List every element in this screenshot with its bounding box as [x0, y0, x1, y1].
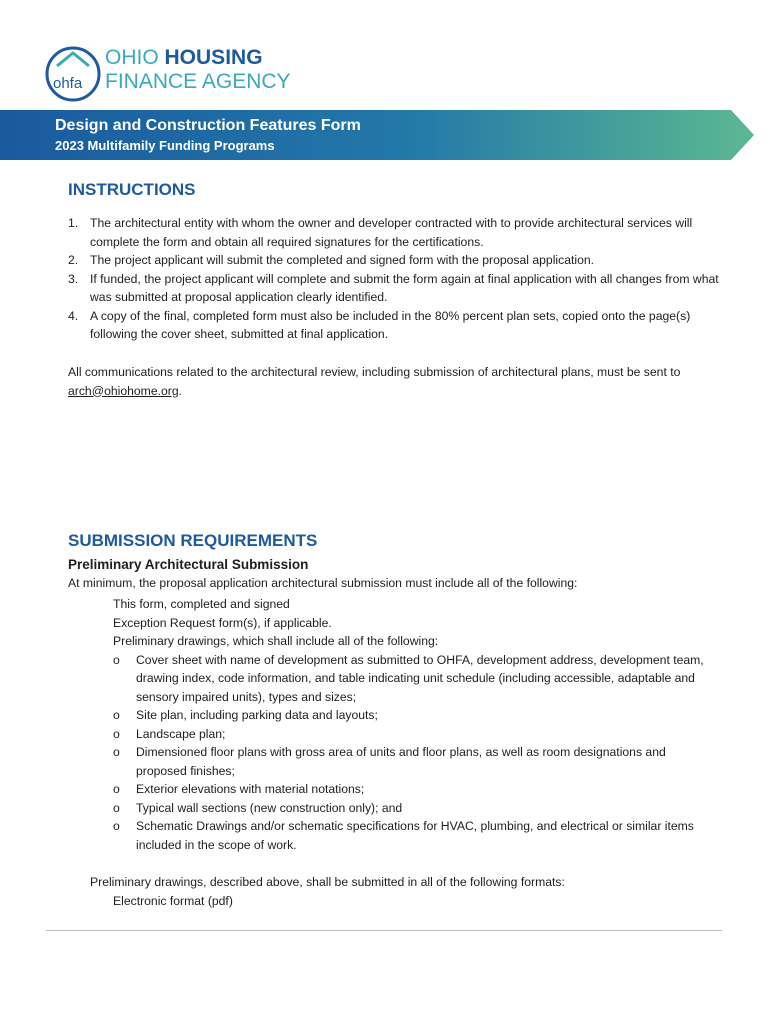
list-item: 2. The project applicant will submit the completed and signed form with the proposal application.	[68, 253, 595, 267]
list-item: o Cover sheet with name of development as submitted to OHFA, development address, development team, drawing index, code information, and table indicating unit schedule (including accessible, adaptable and sensory impaired units), types and sizes;	[113, 652, 704, 704]
list-item: 4. A copy of the final, completed form must also be included in the 80% percent plan sets, copied onto the page(s) following the cover sheet, submitted at final application.	[68, 308, 691, 341]
formats-intro: Preliminary drawings, described above, shall be submitted in all of the following formats:	[90, 875, 565, 889]
title-banner	[0, 110, 770, 160]
ohfa-logo	[44, 44, 324, 104]
form-title: Design and Construction Features Form	[55, 117, 361, 134]
list-item: 3. If funded, the project applicant will complete and submit the form again at final application with all changes from what was submitted at proposal application clearly identified.	[68, 271, 719, 304]
preliminary-subheading: Preliminary Architectural Submission	[68, 557, 309, 572]
instructions-list	[68, 214, 728, 344]
list-item: o Exterior elevations with material notations;	[113, 782, 365, 796]
list-item: o Site plan, including parking data and layouts;	[113, 708, 378, 722]
list-item: Preliminary drawings, which shall include all of the following:	[113, 634, 439, 648]
list-item: 1. The architectural entity with whom the owner and developer contracted with to provide architectural services will complete the form and obtain all required signatures for the certifications.	[68, 216, 693, 249]
drawings-sublist	[113, 651, 713, 855]
requirements-list	[113, 595, 713, 854]
email-link[interactable]: arch@ohiohome.org	[68, 383, 179, 398]
list-item: o Schematic Drawings and/or schematic specifications for HVAC, plumbing, and electrical or similar items included in the scope of work.	[113, 819, 694, 852]
house-circle-icon	[44, 44, 102, 102]
communications-paragraph: All communications related to the architectural review, including submission of architectural plans, must be sent to arch@ohiohome.org.	[68, 365, 681, 398]
list-item: o Landscape plan;	[113, 726, 226, 741]
format-item: Electronic format (pdf)	[113, 894, 233, 908]
instructions-heading: INSTRUCTIONS	[68, 180, 196, 199]
list-item: o Typical wall sections (new construction only); and	[113, 800, 403, 815]
logo-ohio: OHIO	[105, 46, 159, 69]
form-subtitle: 2023 Multifamily Funding Programs	[55, 138, 275, 153]
logo-housing: HOUSING	[164, 46, 263, 69]
list-item: Exception Request form(s), if applicable.	[113, 615, 332, 630]
logo-mark-text: ohfa	[53, 75, 83, 92]
list-item: o Dimensioned floor plans with gross area of units and floor plans, as well as room designations and proposed finishes;	[113, 745, 666, 778]
divider	[46, 930, 722, 931]
list-item: This form, completed and signed	[113, 597, 290, 611]
logo-finance-agency: FINANCE AGENCY	[105, 70, 291, 93]
submission-heading: SUBMISSION REQUIREMENTS	[68, 531, 318, 550]
logo-line1	[105, 47, 263, 69]
submission-intro: At minimum, the proposal application architectural submission must include all of the following:	[68, 576, 578, 590]
